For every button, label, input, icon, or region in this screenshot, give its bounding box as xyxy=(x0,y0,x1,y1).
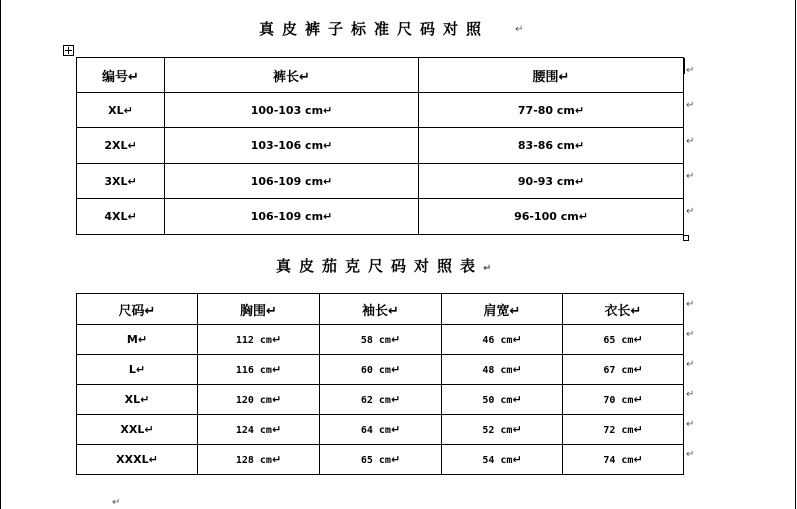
shoulder-cell: 48 cm↵ xyxy=(442,355,563,385)
sleeve-cell: 62 cm↵ xyxy=(320,385,442,415)
chest-cell: 120 cm↵ xyxy=(198,385,320,415)
size-cell: XXXL↵ xyxy=(77,445,198,475)
row-end-mark: ↵ xyxy=(686,329,695,340)
size-cell: 3XL↵ xyxy=(77,164,165,199)
header-cell: 裤长↵ xyxy=(165,58,419,93)
size-cell: XL↵ xyxy=(77,93,165,128)
length-cell: 100-103 cm↵ xyxy=(165,93,419,128)
row-end-mark: ↵ xyxy=(686,65,695,76)
length-cell: 72 cm↵ xyxy=(563,415,684,445)
shoulder-cell: 52 cm↵ xyxy=(442,415,563,445)
sleeve-cell: 65 cm↵ xyxy=(320,445,442,475)
table-move-handle-icon[interactable] xyxy=(63,45,74,56)
length-cell: 106-109 cm↵ xyxy=(165,164,419,199)
row-end-mark: ↵ xyxy=(686,206,695,217)
page-right-edge xyxy=(795,0,796,509)
row-end-mark: ↵ xyxy=(686,100,695,111)
chest-cell: 128 cm↵ xyxy=(198,445,320,475)
pants-table-title: 真皮裤子标准尺码对照 xyxy=(259,20,490,38)
header-cell: 袖长↵ xyxy=(320,294,442,325)
length-cell: 65 cm↵ xyxy=(563,325,684,355)
table-row xyxy=(77,415,684,445)
page-left-edge xyxy=(0,0,1,509)
waist-cell: 90-93 cm↵ xyxy=(419,164,684,199)
row-end-mark: ↵ xyxy=(686,171,695,182)
header-cell: 尺码↵ xyxy=(77,294,198,325)
paragraph-mark: ↵ xyxy=(112,497,121,508)
header-cell: 衣长↵ xyxy=(563,294,684,325)
size-cell: 2XL↵ xyxy=(77,128,165,164)
header-cell: 肩宽↵ xyxy=(442,294,563,325)
sleeve-cell: 58 cm↵ xyxy=(320,325,442,355)
header-cell: 编号↵ xyxy=(77,58,165,93)
length-cell: 74 cm↵ xyxy=(563,445,684,475)
chest-cell: 124 cm↵ xyxy=(198,415,320,445)
sleeve-cell: 60 cm↵ xyxy=(320,355,442,385)
length-cell: 70 cm↵ xyxy=(563,385,684,415)
pants-size-table xyxy=(76,57,684,235)
table-row xyxy=(77,199,684,235)
table-row xyxy=(77,93,684,128)
table-row xyxy=(77,128,684,164)
row-end-mark: ↵ xyxy=(686,359,695,370)
table-row xyxy=(77,385,684,415)
size-cell: M↵ xyxy=(77,325,198,355)
row-end-mark: ↵ xyxy=(686,136,695,147)
jacket-size-table xyxy=(76,293,684,475)
size-cell: XL↵ xyxy=(77,385,198,415)
chest-cell: 112 cm↵ xyxy=(198,325,320,355)
table-row xyxy=(77,325,684,355)
length-cell: 106-109 cm↵ xyxy=(165,199,419,235)
row-end-mark: ↵ xyxy=(686,449,695,460)
table-row xyxy=(77,445,684,475)
waist-cell: 77-80 cm↵ xyxy=(419,93,684,128)
row-end-mark: ↵ xyxy=(686,299,695,310)
size-cell: 4XL↵ xyxy=(77,199,165,235)
paragraph-mark: ↵ xyxy=(515,24,524,35)
header-cell: 胸围↵ xyxy=(198,294,320,325)
size-cell: XXL↵ xyxy=(77,415,198,445)
row-end-mark: ↵ xyxy=(686,389,695,400)
table-row xyxy=(77,164,684,199)
shoulder-cell: 54 cm↵ xyxy=(442,445,563,475)
shoulder-cell: 50 cm↵ xyxy=(442,385,563,415)
waist-cell: 96-100 cm↵ xyxy=(419,199,684,235)
size-cell: L↵ xyxy=(77,355,198,385)
length-cell: 67 cm↵ xyxy=(563,355,684,385)
table-resize-handle[interactable] xyxy=(683,235,689,241)
shoulder-cell: 46 cm↵ xyxy=(442,325,563,355)
header-cell: 腰围↵ xyxy=(419,58,684,93)
sleeve-cell: 64 cm↵ xyxy=(320,415,442,445)
jacket-table-title: 真皮茄克尺码对照表↵ xyxy=(276,257,492,275)
length-cell: 103-106 cm↵ xyxy=(165,128,419,164)
chest-cell: 116 cm↵ xyxy=(198,355,320,385)
table-header-row xyxy=(77,294,684,325)
waist-cell: 83-86 cm↵ xyxy=(419,128,684,164)
row-end-mark: ↵ xyxy=(686,419,695,430)
table-row xyxy=(77,355,684,385)
table-header-row xyxy=(77,58,684,93)
